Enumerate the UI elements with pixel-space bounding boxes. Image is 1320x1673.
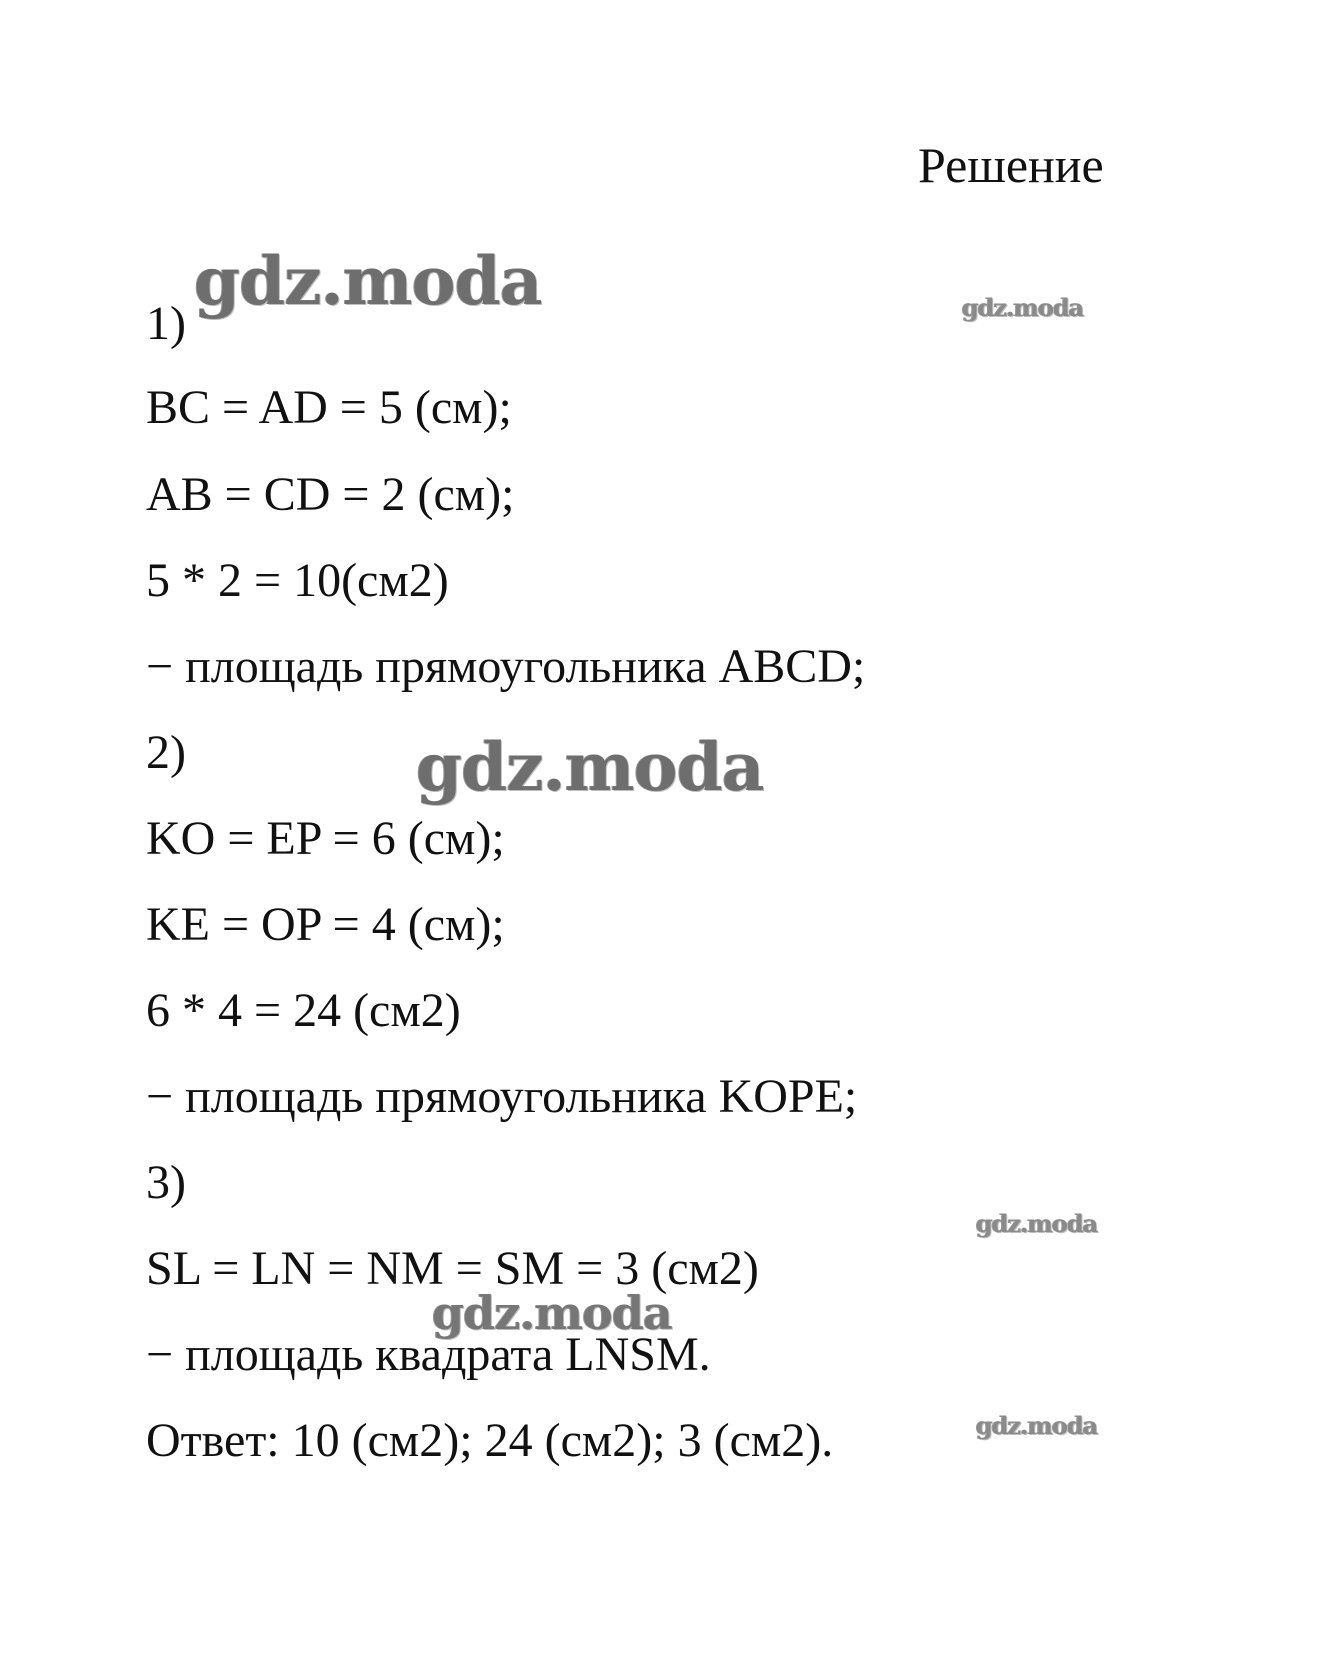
watermark-logo: gdz.moda <box>194 242 542 320</box>
line-bc-ad: BC = AD = 5 (см); <box>146 381 512 434</box>
step-3-label: 3) <box>146 1156 186 1209</box>
line-area-kope: − площадь прямоугольника KOPE; <box>146 1070 858 1123</box>
step-2-label: 2) <box>146 726 186 779</box>
line-calc-abcd: 5 * 2 = 10(см2) <box>146 554 449 607</box>
watermark-logo: gdz.moda <box>976 1209 1098 1238</box>
line-area-lnsm: − площадь квадрата LNSM. <box>146 1328 711 1381</box>
page-title: Решение <box>918 137 1104 193</box>
line-ko-ep: KO = EP = 6 (см); <box>146 812 505 865</box>
watermark-logo: gdz.moda <box>416 728 764 806</box>
step-1-label: 1) <box>146 297 186 350</box>
watermark-logo: gdz.moda <box>976 1411 1098 1440</box>
watermark-logo: gdz.moda <box>432 1286 672 1340</box>
line-area-abcd: − площадь прямоугольника ABCD; <box>146 640 866 693</box>
answer-line: Ответ: 10 (см2); 24 (см2); 3 (см2). <box>146 1414 834 1467</box>
watermark-logo: gdz.moda <box>962 293 1084 322</box>
line-ke-op: KE = OP = 4 (см); <box>146 898 505 951</box>
line-sl-ln-nm-sm: SL = LN = NM = SM = 3 (см2) <box>146 1242 759 1295</box>
line-ab-cd: AB = CD = 2 (см); <box>146 468 515 521</box>
line-calc-kope: 6 * 4 = 24 (см2) <box>146 984 461 1037</box>
